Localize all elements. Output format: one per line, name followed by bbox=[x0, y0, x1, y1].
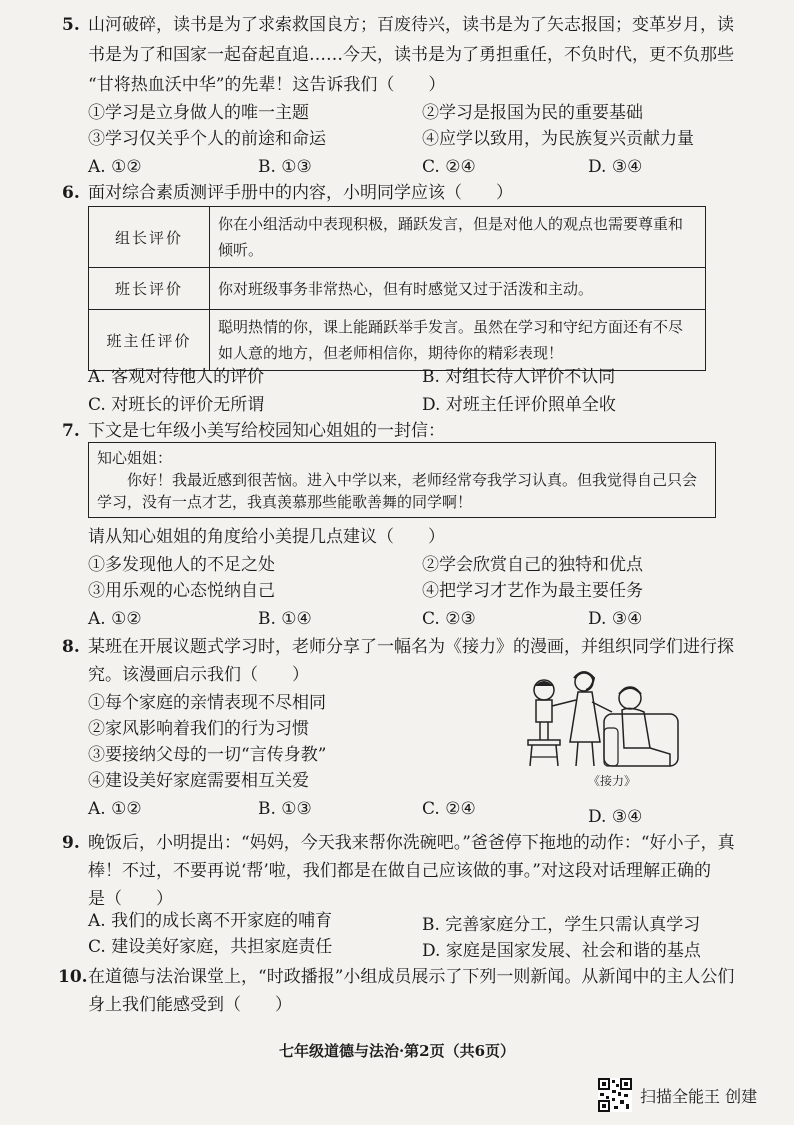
evaluation-table bbox=[88, 206, 706, 371]
q10-number: 10. bbox=[58, 967, 88, 987]
q8-choice-b[interactable]: B. ①③ bbox=[258, 799, 312, 819]
q9-choice-d[interactable]: D. 家庭是国家发展、社会和谐的基点 bbox=[422, 941, 701, 961]
q8-option-3: ③要接纳父母的一切“言传身教” bbox=[88, 745, 327, 765]
row-label: 组长评价 bbox=[89, 207, 210, 268]
q5-stem-line3: “甘将热血沃中华”的先辈！这告诉我们（ ） bbox=[88, 75, 446, 95]
relay-comic-illustration bbox=[520, 662, 720, 772]
q9-choice-c[interactable]: C. 建设美好家庭，共担家庭责任 bbox=[88, 937, 333, 957]
q7-number: 7. bbox=[62, 421, 80, 441]
q7-choice-a[interactable]: A. ①② bbox=[88, 609, 142, 629]
q6-choice-b[interactable]: B. 对组长待人评价不认同 bbox=[422, 367, 616, 387]
q5-choice-d[interactable]: D. ③④ bbox=[588, 157, 643, 177]
q5-stem-line1: 山河破碎，读书是为了求索救国良方；百废待兴，读书是为了矢志报国；变革岁月，读 bbox=[88, 15, 734, 35]
q6-stem: 面对综合素质测评手册中的内容，小明同学应该（ ） bbox=[88, 183, 513, 203]
q8-stem-line2: 究。该漫画启示我们（ ） bbox=[88, 665, 309, 685]
q9-stem-line3: 是（ ） bbox=[88, 889, 173, 909]
q9-choice-a[interactable]: A. 我们的成长离不开家庭的哺育 bbox=[88, 911, 333, 931]
comic-caption: 《接力》 bbox=[588, 774, 637, 788]
q6-choice-d[interactable]: D. 对班主任评价照单全收 bbox=[422, 395, 616, 415]
q5-choice-a[interactable]: A. ①② bbox=[88, 157, 142, 177]
q7-prompt: 请从知心姐姐的角度给小美提几点建议（ ） bbox=[88, 527, 445, 547]
q9-choice-b[interactable]: B. 完善家庭分工，学生只需认真学习 bbox=[422, 915, 701, 935]
q7-option-3: ③用乐观的心态悦纳自己 bbox=[88, 581, 275, 601]
table-row bbox=[89, 310, 706, 371]
q8-choice-a[interactable]: A. ①② bbox=[88, 799, 142, 819]
page-footer: 七年级道德与法治·第2页（共6页） bbox=[278, 1042, 516, 1060]
qr-code-icon bbox=[598, 1078, 632, 1112]
letter-body: 你好！我最近感到很苦恼。进入中学以来，老师经常夸我学习认真。但我觉得自己只会学习，没有一点才艺，我真羡慕那些能歌善舞的同学啊！ bbox=[97, 471, 698, 511]
row-label: 班长评价 bbox=[89, 268, 210, 310]
scanner-watermark: 扫描全能王 创建 bbox=[640, 1087, 758, 1106]
table-row bbox=[89, 268, 706, 310]
q7-choice-d[interactable]: D. ③④ bbox=[588, 609, 643, 629]
q7-option-2: ②学会欣赏自己的独特和优点 bbox=[422, 555, 643, 575]
q6-choice-c[interactable]: C. 对班长的评价无所谓 bbox=[88, 395, 265, 415]
q9-number: 9. bbox=[62, 833, 80, 853]
q9-stem-line1: 晚饭后，小明提出：“妈妈，今天我来帮你洗碗吧。”爸爸停下拖地的动作：“好小子，真 bbox=[88, 833, 735, 853]
q7-option-4: ④把学习才艺作为最主要任务 bbox=[422, 581, 643, 601]
q8-stem-line1: 某班在开展议题式学习时，老师分享了一幅名为《接力》的漫画，并组织同学们进行探 bbox=[88, 637, 734, 657]
letter-box bbox=[88, 442, 716, 518]
q5-option-1: ①学习是立身做人的唯一主题 bbox=[88, 103, 309, 123]
q7-choice-b[interactable]: B. ①④ bbox=[258, 609, 312, 629]
q10-stem-line2: 身上我们能感受到（ ） bbox=[88, 995, 292, 1015]
q7-choice-c[interactable]: C. ②③ bbox=[422, 609, 476, 629]
q8-choice-d[interactable]: D. ③④ bbox=[588, 807, 643, 827]
table-row bbox=[89, 207, 706, 268]
row-text: 你对班级事务非常热心，但有时感觉又过于活泼和主动。 bbox=[210, 268, 706, 310]
letter-greeting: 知心姐姐： bbox=[97, 449, 173, 467]
q7-option-1: ①多发现他人的不足之处 bbox=[88, 555, 275, 575]
q5-choice-b[interactable]: B. ①③ bbox=[258, 157, 312, 177]
q7-stem: 下文是七年级小美写给校园知心姐姐的一封信： bbox=[88, 421, 445, 441]
q9-stem-line2: 棒！不过，不要再说‘帮’啦，我们都是在做自己应该做的事。”对这段对话理解正确的 bbox=[88, 861, 711, 881]
q6-choice-a[interactable]: A. 客观对待他人的评价 bbox=[88, 367, 265, 387]
q5-number: 5. bbox=[62, 15, 80, 35]
row-text: 聪明热情的你，课上能踊跃举手发言。虽然在学习和守纪方面还有不尽如人意的地方，但老师相信你，期待你的精彩表现！ bbox=[210, 310, 706, 371]
q8-option-1: ①每个家庭的亲情表现不尽相同 bbox=[88, 693, 326, 713]
q6-number: 6. bbox=[62, 183, 80, 203]
q8-number: 8. bbox=[62, 637, 80, 657]
q5-option-2: ②学习是报国为民的重要基础 bbox=[422, 103, 643, 123]
q8-choice-c[interactable]: C. ②④ bbox=[422, 799, 476, 819]
q5-stem-line2: 书是为了和国家一起奋起直追……今天，读书是为了勇担重任，不负时代，更不负那些 bbox=[88, 45, 734, 65]
row-text: 你在小组活动中表现积极，踊跃发言，但是对他人的观点也需要尊重和倾听。 bbox=[210, 207, 706, 268]
q5-option-3: ③学习仅关乎个人的前途和命运 bbox=[88, 129, 326, 149]
q5-choice-c[interactable]: C. ②④ bbox=[422, 157, 476, 177]
q8-option-4: ④建设美好家庭需要相互关爱 bbox=[88, 771, 309, 791]
q5-option-4: ④应学以致用，为民族复兴贡献力量 bbox=[422, 129, 694, 149]
q10-stem-line1: 在道德与法治课堂上，“时政播报”小组成员展示了下列一则新闻。从新闻中的主人公们 bbox=[88, 967, 735, 987]
q8-option-2: ②家风影响着我们的行为习惯 bbox=[88, 719, 309, 739]
row-label: 班主任评价 bbox=[89, 310, 210, 371]
